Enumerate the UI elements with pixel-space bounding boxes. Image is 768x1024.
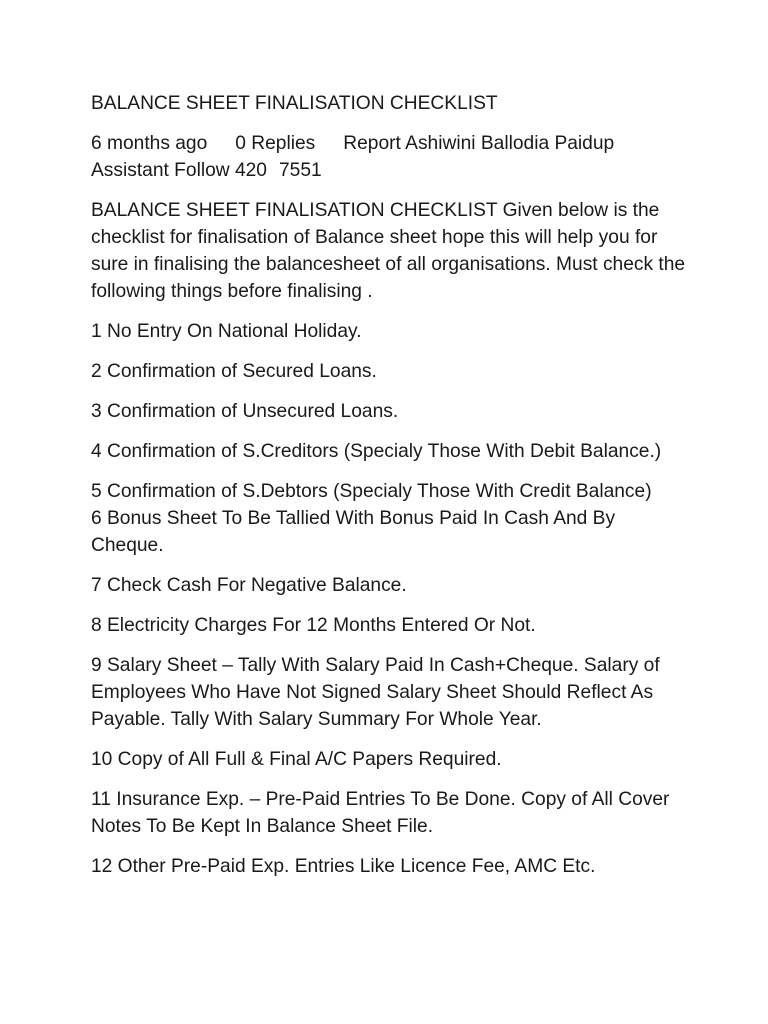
checklist-item-12: 12 Other Pre-Paid Exp. Entries Like Licence Fee, AMC Etc. bbox=[91, 856, 596, 877]
checklist-item-11: 11 Insurance Exp. – Pre-Paid Entries To Be Done. Copy of All Cover Notes To Be Kept In Balance Sheet File. bbox=[91, 789, 670, 837]
checklist-item-8: 8 Electricity Charges For 12 Months Entered Or Not. bbox=[91, 615, 536, 636]
reply-count[interactable]: 0 Replies bbox=[235, 133, 316, 154]
checklist-item-1: 1 No Entry On National Holiday. bbox=[91, 321, 362, 342]
checklist-item-6: 6 Bonus Sheet To Be Tallied With Bonus Paid In Cash And By Cheque. bbox=[91, 508, 616, 556]
count-b: 7551 bbox=[278, 160, 322, 181]
intro-paragraph: BALANCE SHEET FINALISATION CHECKLIST Given below is the checklist for finalisation of Balance sheet hope this will help you for sure in finalising the balancesheet of all organisations. Must check the following things before finalising . bbox=[91, 200, 686, 302]
checklist-item-7: 7 Check Cash For Negative Balance. bbox=[91, 575, 407, 596]
checklist-item-2: 2 Confirmation of Secured Loans. bbox=[91, 361, 377, 382]
report-author-follow[interactable]: Report Ashiwini Ballodia Paidup Assistant Follow bbox=[91, 133, 615, 181]
posted-time: 6 months ago bbox=[91, 133, 208, 154]
checklist-item-10: 10 Copy of All Full & Final A/C Papers Required. bbox=[91, 749, 502, 770]
checklist-item-3: 3 Confirmation of Unsecured Loans. bbox=[91, 401, 399, 422]
count-a: 420 bbox=[234, 160, 267, 181]
post-meta bbox=[91, 130, 691, 184]
checklist-item-4: 4 Confirmation of S.Creditors (Specialy Those With Debit Balance.) bbox=[91, 441, 662, 462]
document-page bbox=[91, 90, 691, 893]
checklist-item-5: 5 Confirmation of S.Debtors (Specialy Those With Credit Balance) bbox=[91, 481, 652, 502]
document-title: BALANCE SHEET FINALISATION CHECKLIST bbox=[91, 93, 498, 114]
checklist-item-9: 9 Salary Sheet – Tally With Salary Paid In Cash+Cheque. Salary of Employees Who Have Not Signed Salary Sheet Should Reflect As Payable. Tally With Salary Summary For Whole Year. bbox=[91, 655, 660, 730]
